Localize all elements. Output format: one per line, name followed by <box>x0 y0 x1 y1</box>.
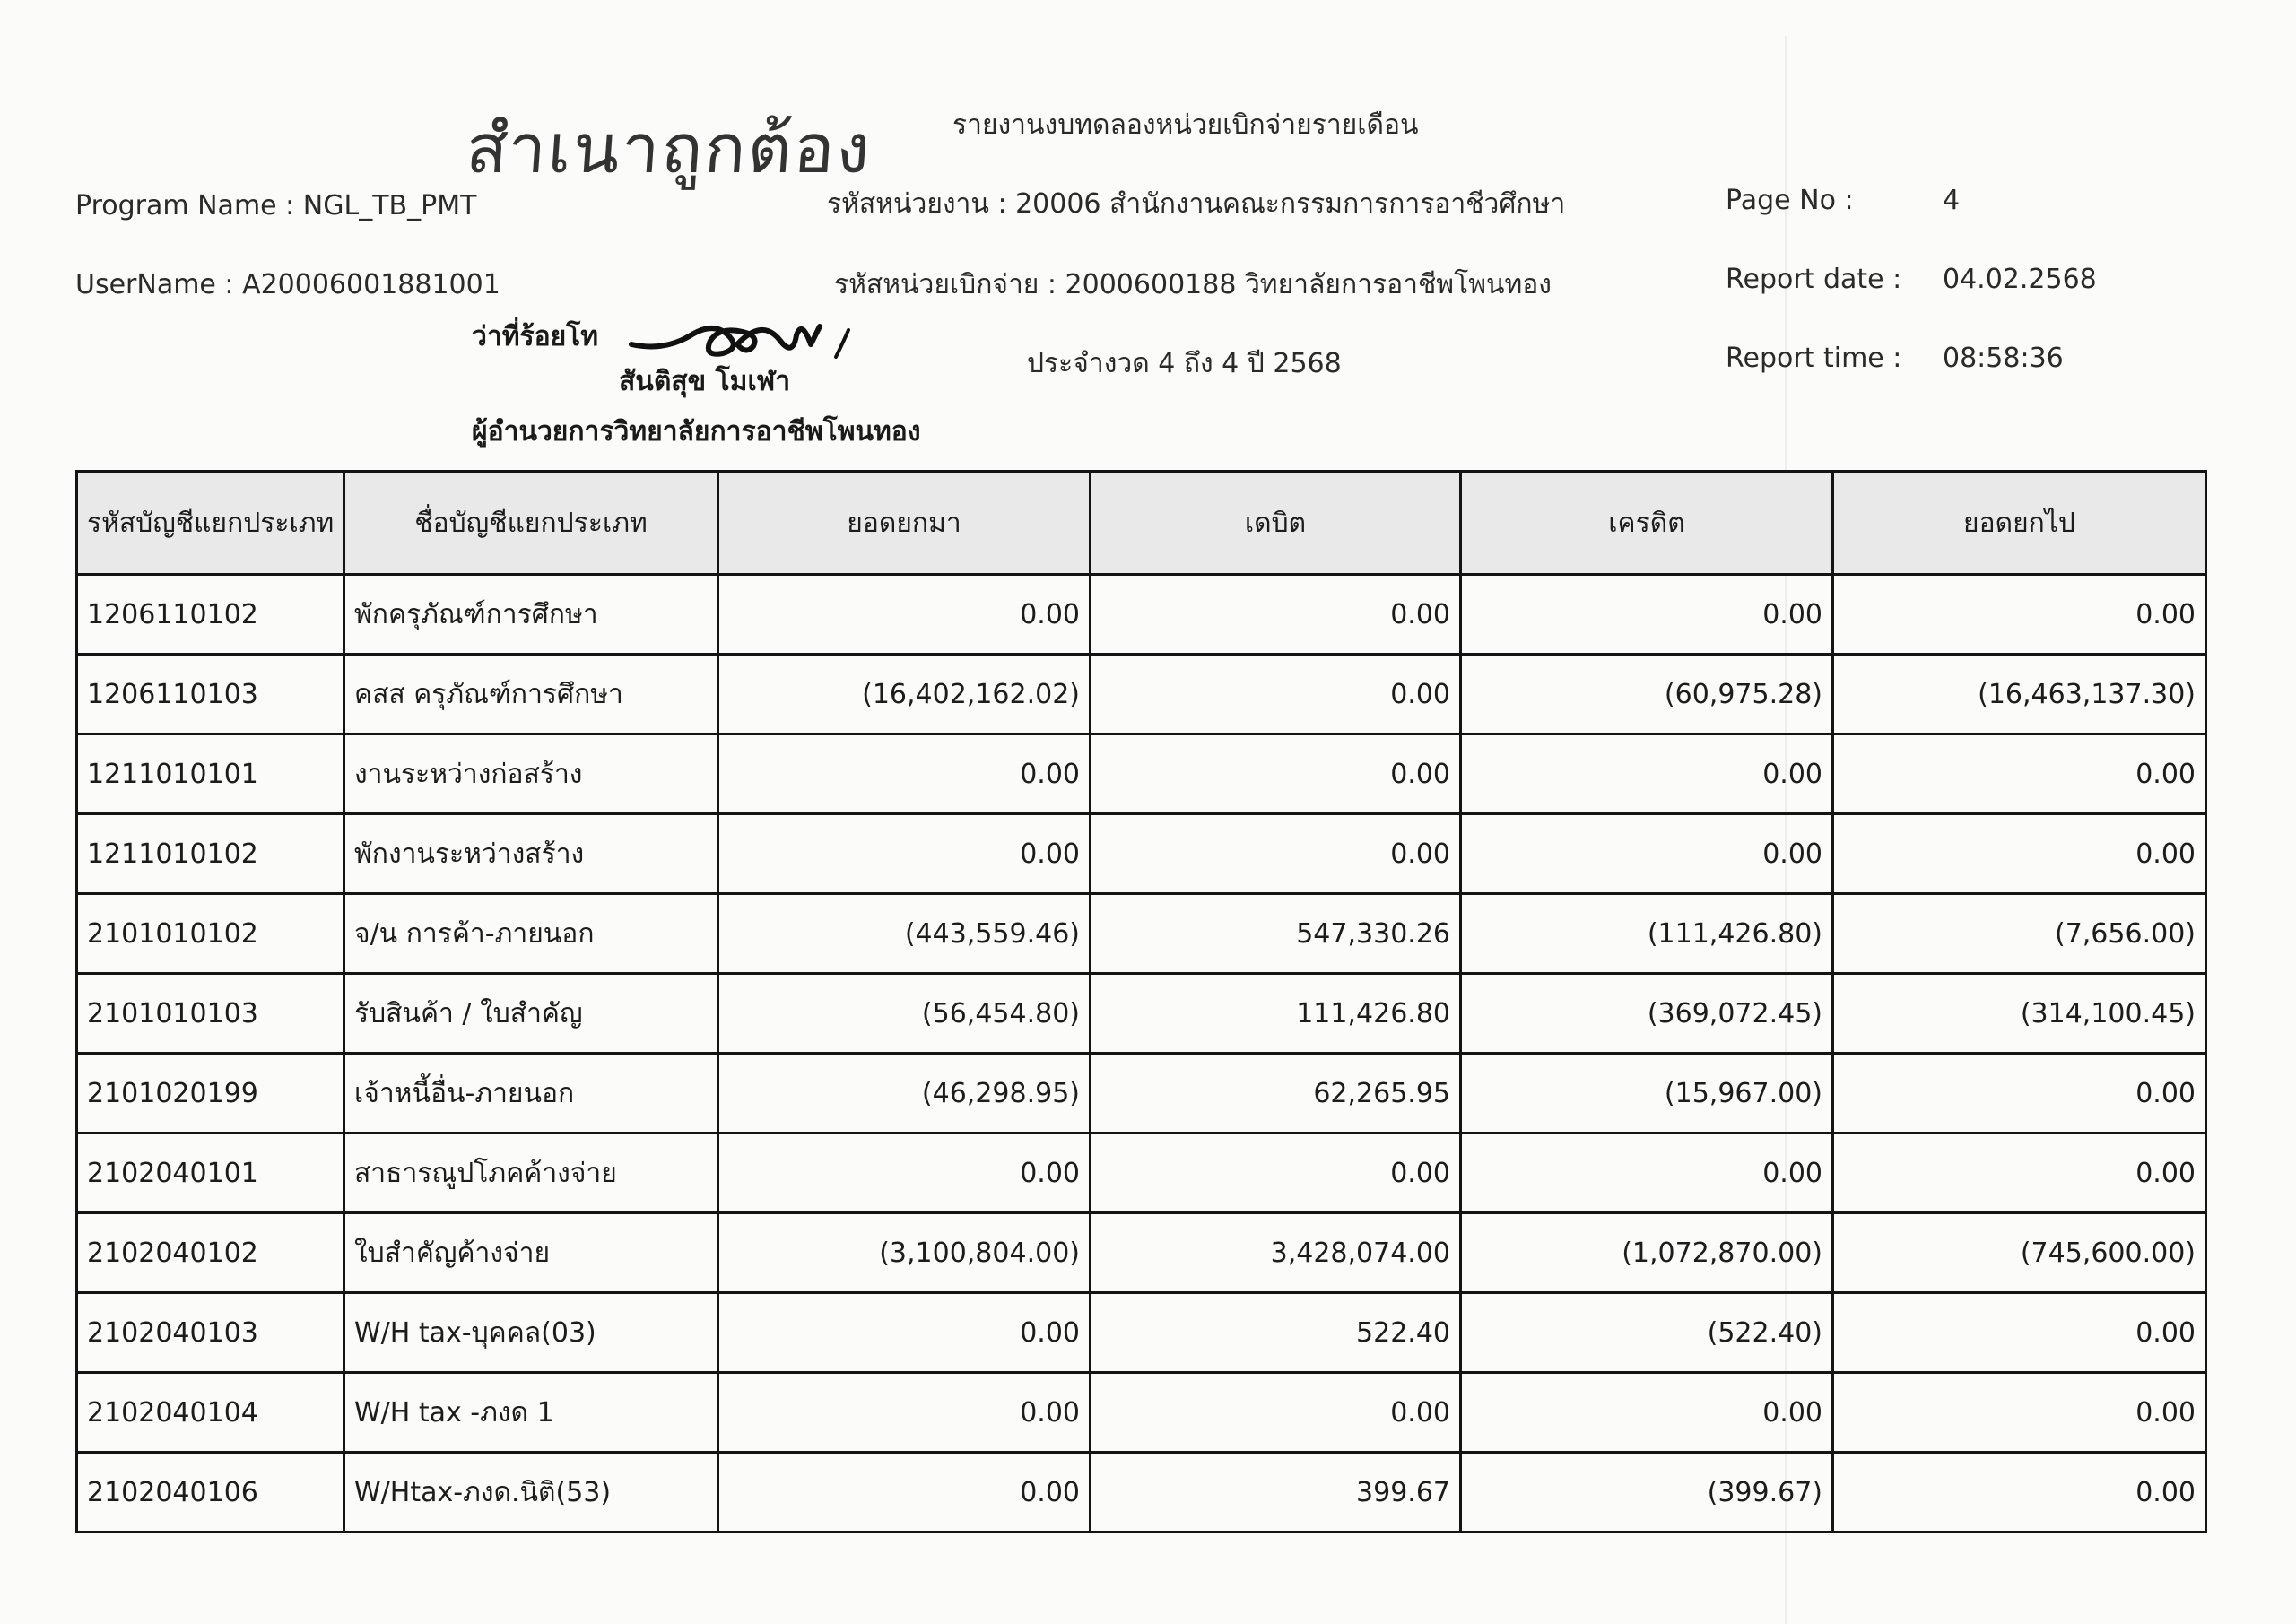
cell-carried-forward: (7,656.00) <box>1833 894 2206 974</box>
table-row <box>77 1213 2206 1293</box>
col-header-debit: เดบิต <box>1091 472 1461 575</box>
agency-code: รหัสหน่วยงาน : 20006 สำนักงานคณะกรรมการการอาชีวศึกษา <box>827 188 1566 220</box>
table-row <box>77 1054 2206 1133</box>
cell-credit: (369,072.45) <box>1461 974 1833 1054</box>
cell-account-name: เจ้าหนี้อื่น-ภายนอก <box>344 1054 718 1133</box>
cell-credit: (15,967.00) <box>1461 1054 1833 1133</box>
cell-debit: 0.00 <box>1091 655 1461 734</box>
cell-account-name: จ/น การค้า-ภายนอก <box>344 894 718 974</box>
cell-account-code: 1211010102 <box>77 814 344 894</box>
cell-credit: 0.00 <box>1461 734 1833 814</box>
cell-account-code: 2101010103 <box>77 974 344 1054</box>
cell-brought-forward: 0.00 <box>718 1133 1091 1213</box>
signer-title: ผู้อำนวยการวิทยาลัยการอาชีพโพนทอง <box>472 416 921 447</box>
page-no-value: 4 <box>1943 185 1961 216</box>
report-time-value: 08:58:36 <box>1943 343 2064 374</box>
signer-name: สันติสุข โมเฬา <box>619 366 791 397</box>
cell-account-name: สาธารณูปโภคค้างจ่าย <box>344 1133 718 1213</box>
table-row <box>77 1133 2206 1213</box>
cell-account-code: 2101010102 <box>77 894 344 974</box>
trial-balance-table <box>75 470 2207 1533</box>
page-no-label: Page No : <box>1726 185 1854 216</box>
cell-account-code: 1206110103 <box>77 655 344 734</box>
report-time-label: Report time : <box>1726 343 1902 374</box>
cell-account-name: พักครุภัณฑ์การศึกษา <box>344 575 718 655</box>
cell-carried-forward: 0.00 <box>1833 1054 2206 1133</box>
cell-debit: 111,426.80 <box>1091 974 1461 1054</box>
cell-debit: 0.00 <box>1091 814 1461 894</box>
cell-credit: (522.40) <box>1461 1293 1833 1373</box>
cell-account-code: 1206110102 <box>77 575 344 655</box>
cell-account-code: 1211010101 <box>77 734 344 814</box>
col-header-account-name: ชื่อบัญชีแยกประเภท <box>344 472 718 575</box>
table-header-row <box>77 472 2206 575</box>
signer-rank: ว่าที่ร้อยโท <box>472 321 599 352</box>
cell-account-name: งานระหว่างก่อสร้าง <box>344 734 718 814</box>
cell-credit: (1,072,870.00) <box>1461 1213 1833 1293</box>
report-date-value: 04.02.2568 <box>1943 264 2097 295</box>
cell-brought-forward: 0.00 <box>718 814 1091 894</box>
cell-account-code: 2102040101 <box>77 1133 344 1213</box>
cell-carried-forward: 0.00 <box>1833 1133 2206 1213</box>
cell-account-code: 2102040102 <box>77 1213 344 1293</box>
cell-brought-forward: 0.00 <box>718 575 1091 655</box>
cell-carried-forward: 0.00 <box>1833 1453 2206 1533</box>
cell-brought-forward: 0.00 <box>718 734 1091 814</box>
cell-debit: 0.00 <box>1091 734 1461 814</box>
cell-debit: 0.00 <box>1091 1133 1461 1213</box>
report-date-label: Report date : <box>1726 264 1902 295</box>
cell-carried-forward: 0.00 <box>1833 1293 2206 1373</box>
cell-carried-forward: (16,463,137.30) <box>1833 655 2206 734</box>
cell-brought-forward: (443,559.46) <box>718 894 1091 974</box>
cell-debit: 62,265.95 <box>1091 1054 1461 1133</box>
col-header-account-code: รหัสบัญชีแยกประเภท <box>77 472 344 575</box>
cell-brought-forward: (3,100,804.00) <box>718 1213 1091 1293</box>
table-row <box>77 575 2206 655</box>
cell-carried-forward: 0.00 <box>1833 575 2206 655</box>
cell-account-name: W/Htax-ภงด.นิติ(53) <box>344 1453 718 1533</box>
cell-debit: 547,330.26 <box>1091 894 1461 974</box>
cell-account-name: W/H tax -ภงด 1 <box>344 1373 718 1453</box>
table-row <box>77 1293 2206 1373</box>
cell-account-name: ใบสำคัญค้างจ่าย <box>344 1213 718 1293</box>
cell-debit: 399.67 <box>1091 1453 1461 1533</box>
cell-carried-forward: (314,100.45) <box>1833 974 2206 1054</box>
col-header-brought-forward: ยอดยกมา <box>718 472 1091 575</box>
certified-copy-stamp: สำเนาถูกต้อง <box>463 109 874 188</box>
cell-credit: (60,975.28) <box>1461 655 1833 734</box>
cell-debit: 522.40 <box>1091 1293 1461 1373</box>
table-row <box>77 734 2206 814</box>
cell-brought-forward: (16,402,162.02) <box>718 655 1091 734</box>
cell-carried-forward: 0.00 <box>1833 1373 2206 1453</box>
cell-brought-forward: 0.00 <box>718 1453 1091 1533</box>
table-row <box>77 1373 2206 1453</box>
cell-credit: 0.00 <box>1461 1373 1833 1453</box>
cell-account-name: พักงานระหว่างสร้าง <box>344 814 718 894</box>
cell-carried-forward: 0.00 <box>1833 734 2206 814</box>
cell-account-name: คสส ครุภัณฑ์การศึกษา <box>344 655 718 734</box>
cell-brought-forward: (46,298.95) <box>718 1054 1091 1133</box>
signature-mark <box>628 305 870 368</box>
cell-account-code: 2102040106 <box>77 1453 344 1533</box>
report-period: ประจำงวด 4 ถึง 4 ปี 2568 <box>1027 348 1342 379</box>
table-row <box>77 974 2206 1054</box>
cell-credit: (399.67) <box>1461 1453 1833 1533</box>
table-row <box>77 655 2206 734</box>
cell-credit: 0.00 <box>1461 575 1833 655</box>
cell-credit: (111,426.80) <box>1461 894 1833 974</box>
cell-carried-forward: (745,600.00) <box>1833 1213 2206 1293</box>
cell-debit: 0.00 <box>1091 1373 1461 1453</box>
cell-account-code: 2102040103 <box>77 1293 344 1373</box>
report-title: รายงานงบทดลองหน่วยเบิกจ่ายรายเดือน <box>952 109 1419 141</box>
cell-brought-forward: (56,454.80) <box>718 974 1091 1054</box>
cell-brought-forward: 0.00 <box>718 1293 1091 1373</box>
cell-account-name: W/H tax-บุคคล(03) <box>344 1293 718 1373</box>
disbursement-unit: รหัสหน่วยเบิกจ่าย : 2000600188 วิทยาลัยการอาชีพโพนทอง <box>834 269 1552 300</box>
cell-credit: 0.00 <box>1461 814 1833 894</box>
table-row <box>77 1453 2206 1533</box>
cell-account-code: 2102040104 <box>77 1373 344 1453</box>
cell-brought-forward: 0.00 <box>718 1373 1091 1453</box>
table-row <box>77 814 2206 894</box>
col-header-credit: เครดิต <box>1461 472 1833 575</box>
cell-account-name: รับสินค้า / ใบสำคัญ <box>344 974 718 1054</box>
username: UserName : A20006001881001 <box>75 269 500 300</box>
col-header-carried-forward: ยอดยกไป <box>1833 472 2206 575</box>
cell-debit: 3,428,074.00 <box>1091 1213 1461 1293</box>
cell-carried-forward: 0.00 <box>1833 814 2206 894</box>
cell-debit: 0.00 <box>1091 575 1461 655</box>
table-row <box>77 894 2206 974</box>
cell-credit: 0.00 <box>1461 1133 1833 1213</box>
table-body <box>77 575 2206 1533</box>
program-name: Program Name : NGL_TB_PMT <box>75 190 477 221</box>
cell-account-code: 2101020199 <box>77 1054 344 1133</box>
